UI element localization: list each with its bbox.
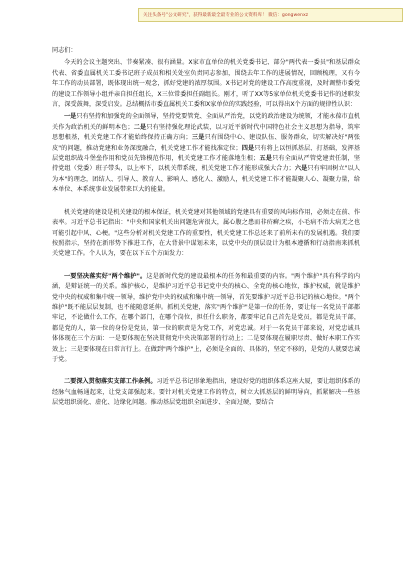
greeting: 同志们： <box>52 47 77 54</box>
promo-banner: 关注头条号"公文研究"，获得最新最全最专业的公文资料库！ 微信：gongwenxz <box>138 8 403 22</box>
paragraph-4: 一要坚决落实好"两个维护"。这是新时代党的建设最根本的任务和最重要的内容。"两个维护"具有科学的内涵，是辩证统一的关系。维护核心，是维护习近平总书记党中央的核心、全党的核心地位，维护权威，就是维护党中央的权威和集中统一领导，维护党中央的权威和集中统一领导，首先要维护习近平总书记的核心地位。"两个维护"既不能层层复制，也不能随意延伸。抓机关党建，落实"两个维护"是第一位的任务，要让每一名党员干部都牢记，不论做什么工作，在哪个部门，在哪个岗位，担任什么职务，都要牢记自己首先是党员，都是党员干部，都是党的人，第一位的身份是党员，第一位的职责是为党工作，对党忠诚。对于一名党员干部来说，对党忠诚具体体现在三个方面：一是要体现在坚决贯彻党中央决策部署的行动上；二是要体现在履职尽责、做好本职工作实效上；三是要体现在日常言行上。在做到"两个维护"上，必须是全面的、具体的，坚定不移的，是党的人就要忠诚于党。 <box>52 272 360 363</box>
paragraph-2: 一是只有坚持和加强党的全面领导，坚持党要管党、全面从严治党，以党的政治建设为统领，才能永葆市直机关作为政治机关的鲜明本色；二是只有坚持强化理论武装，以习近平新时代中国特色社会主义思想为指导，筑牢思想根基，机关党建工作才能始终保持正确方向；三是只有围绕中心、建设队伍、服务群众，切实解决好"两张皮"的问题，推动党建和业务深度融合，机关党建工作才能找准定位；四是只有将上以恒抓基层、打基础，发挥基层党组织战斗堡垒作用和党员先锋模范作用，机关党建工作才能落地生根；五是只有全面从严管党建责任制，坚持党组（党委）班子带头，以上率下，以机关带系统，机关党建工作才能形成强大合力；六是只有牢固树立"以人为本"的理念，团结人、引导人、教育人、影响人、感化人、激励人，机关党建工作才能凝聚人心、凝聚力量，给本单位、本系统事业发展带来巨大的能量。 <box>52 113 361 194</box>
paragraph-5: 二要深入贯彻落实支部工作条例。习近平总书记形象地指出，建设好党的组织体系这座大厦，要让组织体系的经脉气血畅通起来，让党支部强起来。要针对机关党建工作的特点，树立大抓基层的鲜明导向，抓紧解决一些基层党组织弱化、虚化、边缘化问题。推动基层党组织全面进步、全面过硬，要结合 <box>52 378 360 407</box>
document-page <box>52 46 360 411</box>
paragraph-1: 今天的会议主题突出、节奏紧凑、很有涵量。X家市直单位的机关党委书记、部分"两代表一委员"和基层群众代表、省委直属机关工委书记班子成员和相关处室负责同志参加，围绕去年工作的进展情况，回顾梳理，又有今年工作的动员部署，既体现出统一观念，抓好党建的浓厚氛围。X书记对党的建设工作高度重视，及时调整市委党的建设工作领导小组并亲自担任组长，X三位常委担任副组长。刚才，听了XX等5家单位机关党委书记作的述职发言，深受鼓舞，深受启发。总结概括市委直属机关工委和X家单位的实践经验，可以得出X个方面的规律性认识： <box>52 59 360 109</box>
paragraph-3: 机关党建的建设是机关建设的根本保证，机关党建对其他领域的党建具有重要的风向标作用，必须走在前、作表率。习近平总书记指出："中央和国家机关出问题危害很大，属心腹之患而非疥癣之疾，小毛病不治大病无之也可能引起中风、心梗。"这些分析对机关党建工作的重要性，机关党建工作总还来了前所未有的发展机遇。我们要按照指示，坚持在新形势下推进工作，在大背景中谋划未来，以党中央的顶层设计为根本遵循和行动指南来抓机关党建工作。个人认为，要在以下五个方面发力： <box>52 208 360 258</box>
